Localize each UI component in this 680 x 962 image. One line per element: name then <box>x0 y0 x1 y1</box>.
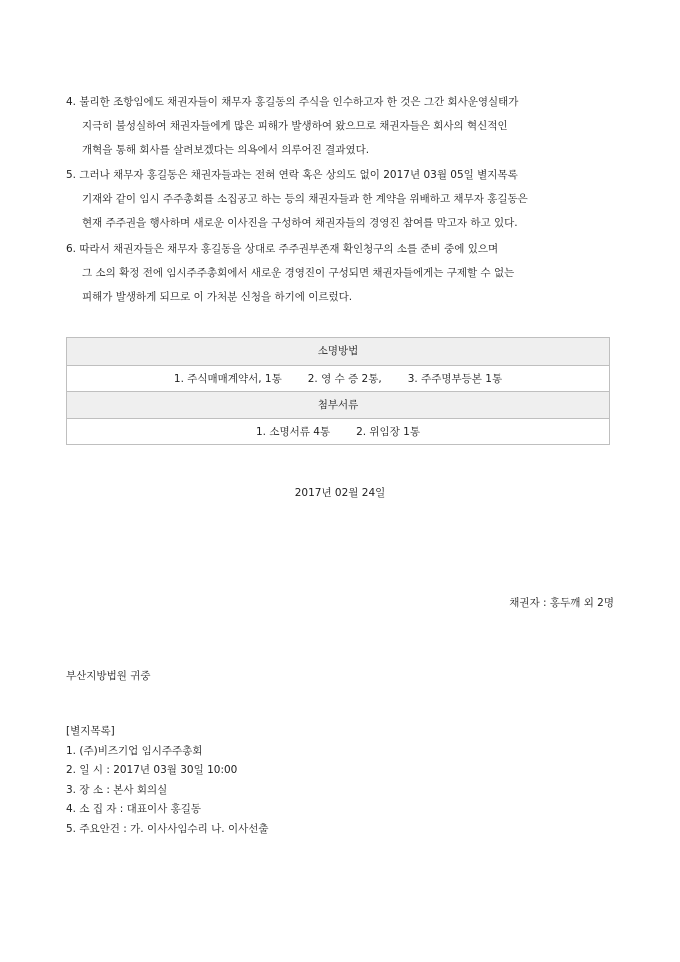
annex-item: 2. 일 시 : 2017년 03월 30일 10:00 <box>66 764 238 776</box>
paragraph-line: 지극히 불성실하여 채권자들에게 많은 피해가 발생하여 왔으므로 채권자들은 회사의 혁신적인 <box>82 120 508 132</box>
attachment-item: 1. 소명서류 4통 <box>255 425 331 438</box>
annex-item: 1. (주)비즈기업 임시주주총회 <box>66 744 203 757</box>
evidence-item: 3. 주주명부등본 1통 <box>407 372 503 385</box>
evidence-method-row <box>67 365 609 392</box>
evidence-table <box>66 337 610 445</box>
court-addressee: 부산지방법원 귀중 <box>66 670 151 682</box>
paragraph-5 <box>66 163 626 235</box>
annex-title: [별지목록] <box>66 725 115 737</box>
attachment-item: 2. 위임장 1통 <box>356 425 421 438</box>
document-date: 2017년 02월 24일 <box>294 487 386 499</box>
evidence-item: 1. 주식매매계약서, 1통 <box>173 372 282 385</box>
attachment-row <box>67 418 609 445</box>
paragraph-line: 기재와 같이 임시 주주총회를 소집공고 하는 등의 채권자들과 한 계약을 위배하고 채무자 홍길동은 <box>82 193 528 205</box>
paragraph-line: 피해가 발생하게 되므로 이 가처분 신청을 하기에 이르렀다. <box>82 291 353 303</box>
annex-item: 3. 장 소 : 본사 회의실 <box>66 783 168 796</box>
annex-list <box>66 722 269 839</box>
creditor-signature: 채권자 : 홍두깨 외 2명 <box>509 597 614 609</box>
paragraph-line: 6. 따라서 채권자들은 채무자 홍길동을 상대로 주주권부존재 확인청구의 소를 준비 중에 있으며 <box>66 243 499 255</box>
attachment-header: 첨부서류 <box>67 391 609 418</box>
paragraph-line: 5. 그러나 채무자 홍길동은 채권자들과는 전혀 연락 혹은 상의도 없이 2017년 03월 05일 별지목록 <box>66 169 518 181</box>
evidence-item: 2. 영 수 증 2통, <box>307 372 382 385</box>
paragraph-line: 개혁을 통해 회사를 살려보겠다는 의욕에서 의루어진 결과였다. <box>82 144 370 156</box>
annex-item: 4. 소 집 자 : 대표이사 홍길동 <box>66 803 202 815</box>
paragraph-4 <box>66 90 626 162</box>
annex-item: 5. 주요안건 : 가. 이사사임수리 나. 이사선출 <box>66 822 269 835</box>
paragraph-line: 그 소의 확정 전에 임시주주총회에서 새로운 경영진이 구성되면 채권자들에게는 구제할 수 없는 <box>82 267 515 279</box>
paragraph-6 <box>66 237 626 309</box>
evidence-method-header: 소명방법 <box>67 338 609 365</box>
paragraph-line: 4. 불리한 조항임에도 채권자들이 채무자 홍길동의 주식을 인수하고자 한 것은 그간 회사운영실태가 <box>66 96 519 108</box>
paragraph-line: 현재 주주권을 행사하며 새로운 이사진을 구성하여 채권자들의 경영진 참여를 막고자 하고 있다. <box>82 217 518 229</box>
